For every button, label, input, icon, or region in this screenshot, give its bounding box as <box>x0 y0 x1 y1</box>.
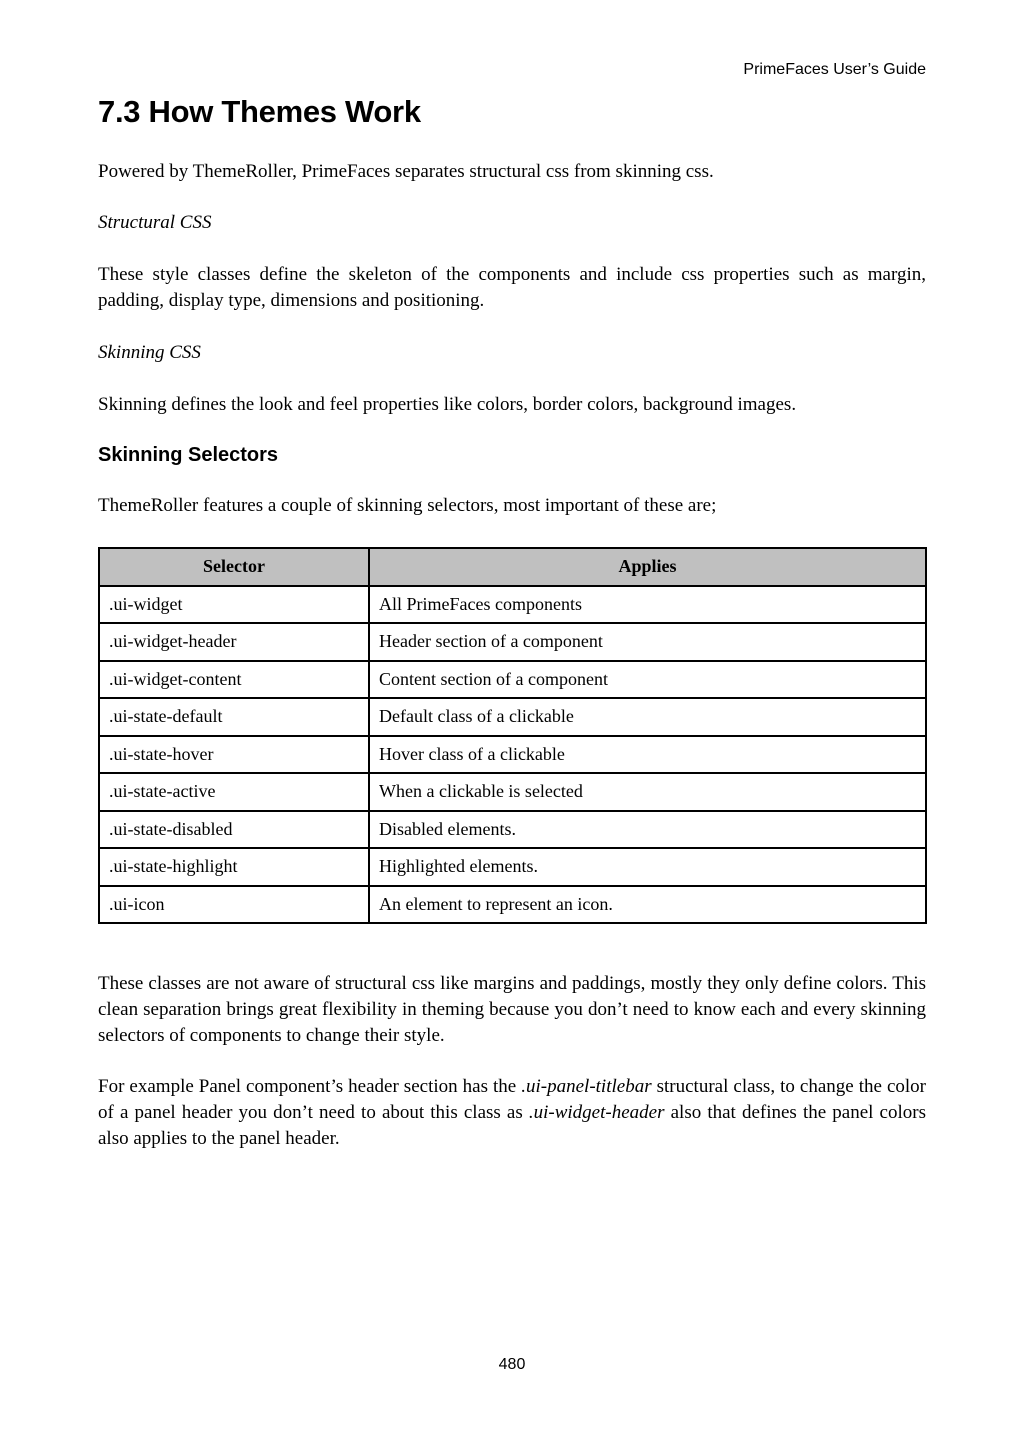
table-row <box>99 773 926 811</box>
table-row <box>99 623 926 661</box>
table-row <box>99 698 926 736</box>
selector-cell: .ui-icon <box>99 886 369 924</box>
applies-cell: Highlighted elements. <box>369 848 926 886</box>
applies-cell: Disabled elements. <box>369 811 926 849</box>
applies-cell: Default class of a clickable <box>369 698 926 736</box>
table-row <box>99 886 926 924</box>
page-number: 480 <box>498 1356 526 1373</box>
selector-cell: .ui-state-default <box>99 698 369 736</box>
structural-css-paragraph: These style classes define the skeleton of the components and include css properties such as margin, padding, display type, dimensions and positioning. <box>98 264 926 311</box>
after-table-paragraph: These classes are not aware of structural css like margins and paddings, mostly they only define colors. This clean separation brings great flexibility in theming because you don’t need to know each and every skinning selectors of components to change their style. <box>98 973 926 1046</box>
skinning-css-heading: Skinning CSS <box>98 342 201 363</box>
applies-cell: All PrimeFaces components <box>369 586 926 624</box>
table-header-row <box>99 548 926 586</box>
column-header-applies: Applies <box>369 548 926 586</box>
selector-cell: .ui-state-active <box>99 773 369 811</box>
selector-cell: .ui-state-disabled <box>99 811 369 849</box>
selector-cell: .ui-state-hover <box>99 736 369 774</box>
page-header: PrimeFaces User’s Guide <box>743 61 926 78</box>
code-ui-panel-titlebar: .ui-panel-titlebar <box>521 1076 652 1097</box>
applies-cell: Header section of a component <box>369 623 926 661</box>
selector-cell: .ui-widget-header <box>99 623 369 661</box>
example-text-part-3: also that defines the panel colors also applies to the panel header. <box>98 1102 926 1149</box>
skinning-selectors-intro: ThemeRoller features a couple of skinning selectors, most important of these are; <box>98 495 717 516</box>
skinning-selectors-heading: Skinning Selectors <box>98 444 279 466</box>
table-row <box>99 811 926 849</box>
table-row <box>99 661 926 699</box>
intro-paragraph: Powered by ThemeRoller, PrimeFaces separates structural css from skinning css. <box>98 161 714 182</box>
column-header-selector: Selector <box>99 548 369 586</box>
table-row <box>99 736 926 774</box>
structural-css-heading: Structural CSS <box>98 212 212 233</box>
table-row <box>99 848 926 886</box>
code-ui-widget-header: .ui-widget-header <box>528 1102 665 1123</box>
selector-cell: .ui-widget <box>99 586 369 624</box>
selector-cell: .ui-state-highlight <box>99 848 369 886</box>
applies-cell: Hover class of a clickable <box>369 736 926 774</box>
example-text-part-2: structural class, to change the color of a panel header you don’t need to about this class as <box>98 1076 927 1123</box>
selectors-table <box>98 547 927 924</box>
applies-cell: An element to represent an icon. <box>369 886 926 924</box>
selector-cell: .ui-widget-content <box>99 661 369 699</box>
example-paragraph <box>98 1074 926 1152</box>
applies-cell: Content section of a component <box>369 661 926 699</box>
table-row <box>99 586 926 624</box>
skinning-css-paragraph: Skinning defines the look and feel properties like colors, border colors, background images. <box>98 394 797 415</box>
applies-cell: When a clickable is selected <box>369 773 926 811</box>
chapter-title: 7.3 How Themes Work <box>98 94 421 129</box>
example-text-part-1: For example Panel component’s header section has the <box>98 1076 522 1097</box>
